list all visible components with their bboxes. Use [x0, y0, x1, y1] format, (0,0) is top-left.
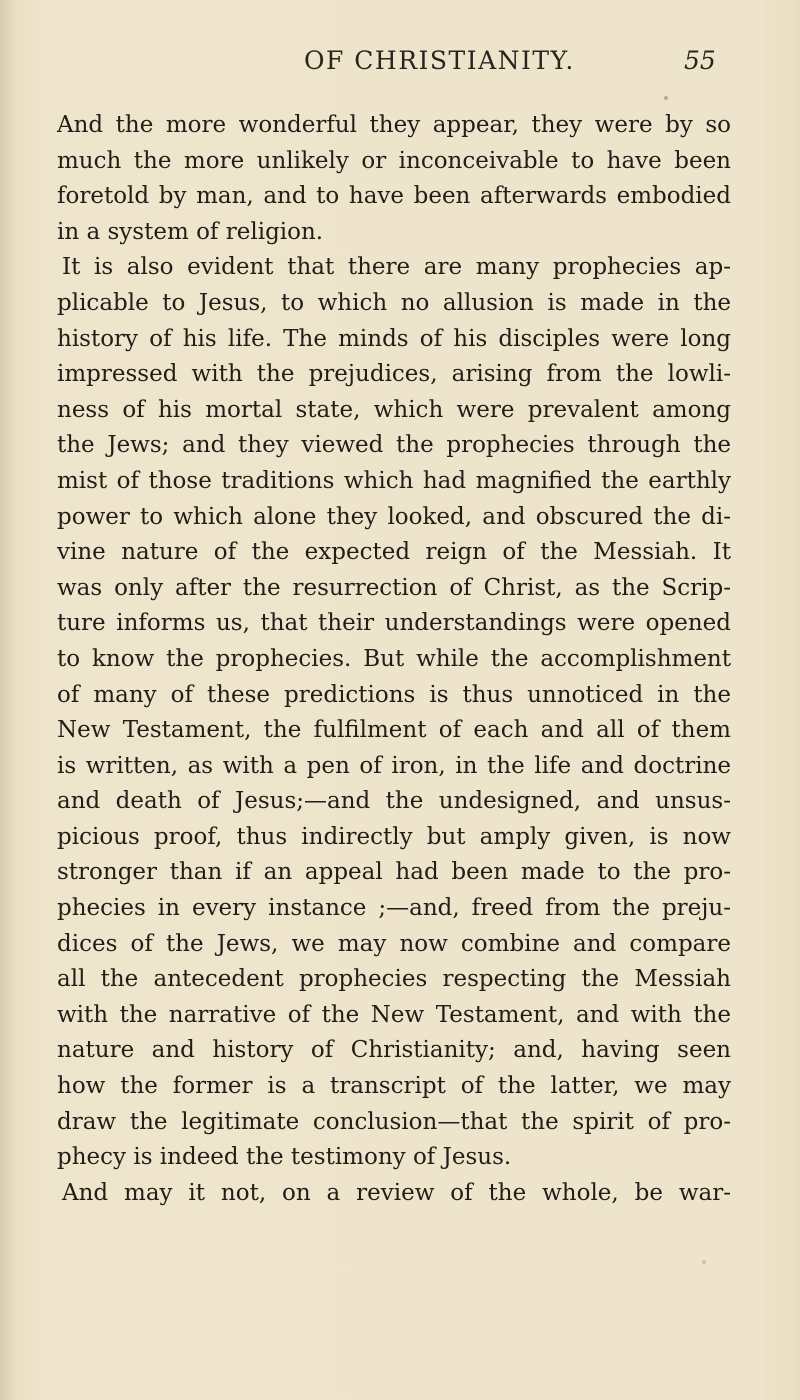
page-gutter-shadow	[0, 0, 16, 1400]
text-line: dices of the Jews, we may now combine and compare	[57, 930, 731, 957]
text-line: in a system of religion.	[57, 218, 324, 245]
text-line: to know the prophecies. But while the accomplishment	[57, 645, 731, 672]
text-line: phecy is indeed the testimony of Jesus.	[57, 1144, 512, 1171]
text-line: power to which alone they looked, and obscured the di-	[57, 503, 731, 530]
text-line: impressed with the prejudices, arising from the lowli-	[57, 361, 731, 388]
text-line: It is also evident that there are many prophecies ap-	[62, 254, 731, 281]
ink-speck	[702, 1260, 706, 1264]
text-line: with the narrative of the New Testament, and with the	[57, 1001, 731, 1028]
body-text	[57, 108, 731, 1211]
text-line: And the more wonderful they appear, they were by so	[57, 112, 731, 138]
text-line: New Testament, the fulfilment of each and all of them	[57, 717, 731, 744]
text-line: And may it not, on a review of the whole, be war-	[62, 1179, 731, 1206]
running-title: OF CHRISTIANITY.	[304, 46, 575, 75]
ink-speck	[664, 96, 668, 100]
text-line: stronger than if an appeal had been made to the pro-	[57, 859, 731, 886]
text-line: ture informs us, that their understandings were opened	[57, 610, 731, 637]
page-number: 55	[684, 46, 716, 75]
text-line: all the antecedent prophecies respecting the Messiah	[57, 966, 731, 993]
running-head	[0, 42, 800, 82]
text-line: much the more unlikely or inconceivable to have been	[57, 147, 731, 174]
text-line: was only after the resurrection of Christ, as the Scrip-	[57, 574, 731, 601]
text-line: plicable to Jesus, to which no allusion is made in the	[57, 289, 731, 316]
text-line: ness of his mortal state, which were prevalent among	[57, 396, 731, 423]
text-line: how the former is a transcript of the latter, we may	[57, 1073, 731, 1100]
text-line: the Jews; and they viewed the prophecies through the	[57, 432, 731, 459]
text-line: vine nature of the expected reign of the Messiah. It	[57, 539, 731, 566]
text-line: history of his life. The minds of his disciples were long	[57, 325, 731, 352]
text-line: is written, as with a pen of iron, in the life and doctrine	[57, 752, 731, 779]
text-line: phecies in every instance ;—and, freed from the preju-	[57, 895, 731, 922]
text-line: and death of Jesus;—and the undesigned, and unsus-	[57, 788, 731, 815]
text-line: nature and history of Christianity; and, having seen	[57, 1037, 731, 1064]
text-line: mist of those traditions which had magnified the earthly	[57, 467, 731, 494]
text-line: picious proof, thus indirectly but amply given, is now	[57, 823, 731, 850]
text-line: draw the legitimate conclusion—that the spirit of pro-	[57, 1108, 731, 1135]
text-line: of many of these predictions is thus unnoticed in the	[57, 681, 731, 708]
text-line: foretold by man, and to have been afterwards embodied	[57, 183, 731, 210]
